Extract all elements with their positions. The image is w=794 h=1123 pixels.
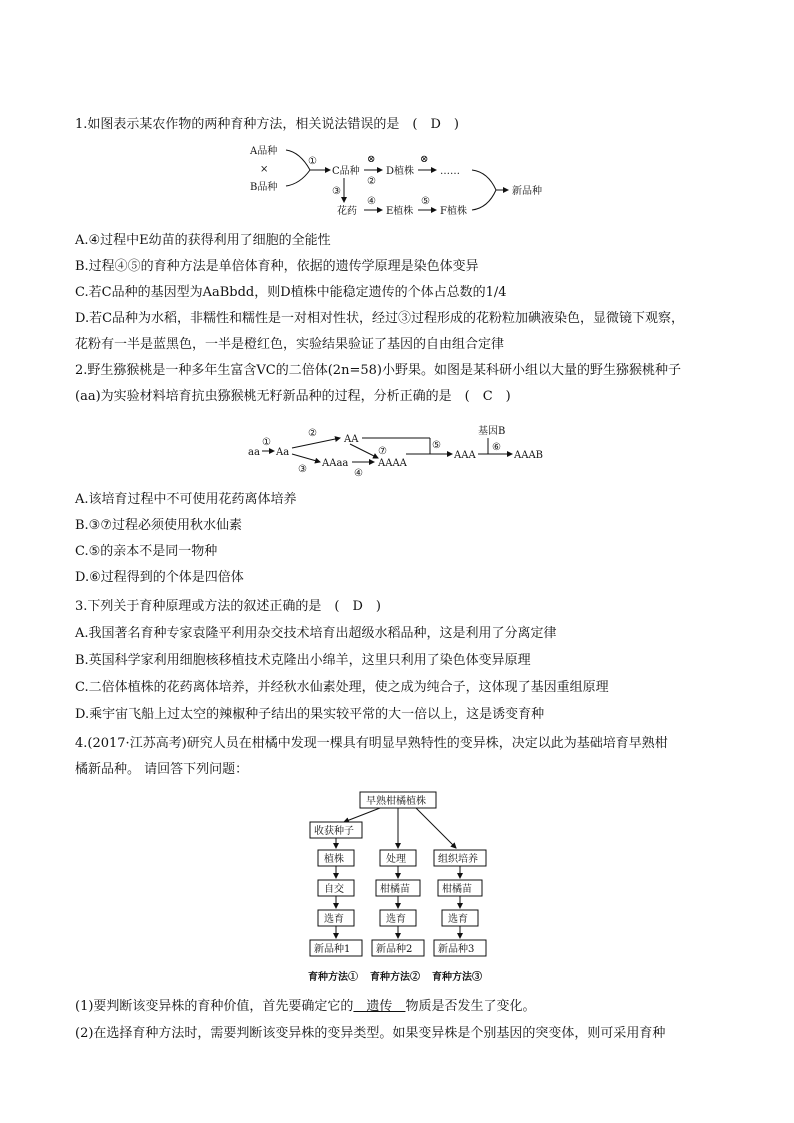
q2-AAA: AAA — [454, 450, 476, 461]
q4-col3-culture: 组织培养 — [438, 854, 478, 865]
q4-top-box: 早熟柑橘植株 — [366, 796, 426, 807]
q4-sub1 — [75, 998, 535, 1016]
q4-col1-harvest: 收获种子 — [314, 826, 354, 837]
q4-sub1-text-a: (1)要判断该变异株的育种价值，首先要确定它的 — [75, 999, 354, 1014]
q4-sub1-answer: 遗传 — [353, 999, 406, 1014]
q1-a-variety: A品种 — [250, 146, 278, 157]
q1-c-variety: C品种 — [332, 166, 360, 177]
q1-step4: ④ — [367, 196, 376, 207]
q1-self2: ⊗ — [420, 154, 429, 165]
q1-e-plant: E植株 — [386, 206, 414, 217]
q1-step5: ⑤ — [421, 196, 430, 207]
q4-sub1-text-b: 物质是否发生了变化。 — [405, 999, 536, 1014]
q4-col2-select: 选育 — [386, 914, 406, 925]
q1-self1: ⊗ — [367, 154, 376, 165]
q2-AAAB: AAAB — [514, 450, 544, 461]
q2-option-a: A.该培育过程中不可使用花药离体培养 — [75, 492, 297, 507]
q2-AAaa: AAaa — [322, 458, 349, 469]
q1-cross-sign: × — [260, 164, 269, 175]
q4-method-2: 育种方法② — [370, 972, 420, 983]
q1-option-d-cont: 花粉有一半是蓝黑色，一半是橙红色，实验结果验证了基因的自由组合定律 — [75, 337, 505, 352]
q1-new-variety: 新品种 — [512, 186, 542, 197]
q2-Aa: Aa — [276, 447, 290, 458]
q2-diagram — [240, 418, 560, 478]
q4-sub2: (2)在选择育种方法时，需要判断该变异株的变异类型。如果变异株是个别基因的突变体，则可采用育种 — [75, 1026, 666, 1041]
q4-stem-line2: 橘新品种。 请回答下列问题： — [75, 762, 249, 777]
q1-option-d: D.若C品种为水稻，非糯性和糯性是一对相对性状，经过③过程形成的花粉粒加碘液染色，显微镜下观察， — [75, 311, 685, 326]
q4-col3-seedling: 柑橘苗 — [442, 884, 472, 895]
q1-option-b: B.过程④⑤的育种方法是单倍体育种，依据的遗传学原理是染色体变异 — [75, 259, 479, 274]
q1-step1: ① — [308, 156, 317, 167]
q4-diagram — [300, 788, 510, 988]
q1-stem: 1.如图表示某农作物的两种育种方法，相关说法错误的是 ( D ) — [75, 117, 459, 132]
q1-b-variety: B品种 — [250, 182, 278, 193]
q4-method-3: 育种方法③ — [432, 972, 482, 983]
q4-col3-new: 新品种3 — [438, 944, 475, 955]
q3-option-a: A.我国著名育种专家袁隆平利用杂交技术培育出超级水稻品种，这是利用了分离定律 — [75, 626, 557, 641]
q2-step1: ① — [262, 437, 271, 448]
q4-method-1: 育种方法① — [308, 972, 358, 983]
q2-step3: ③ — [298, 464, 307, 475]
q1-option-c: C.若C品种的基因型为AaBbdd，则D植株中能稳定遗传的个体占总数的1/4 — [75, 285, 507, 300]
q2-step7: ⑦ — [378, 446, 387, 457]
q4-col1-new: 新品种1 — [314, 944, 351, 955]
q2-option-c: C.⑤的亲本不是同一物种 — [75, 544, 218, 559]
q2-AA: AA — [344, 434, 359, 445]
q2-gene-b: 基因B — [478, 426, 506, 437]
q2-step6: ⑥ — [492, 442, 501, 453]
q4-col2-new: 新品种2 — [376, 944, 413, 955]
q2-AAAA: AAAA — [378, 458, 407, 469]
q1-d-plant: D植株 — [386, 166, 415, 177]
q2-step4: ④ — [354, 468, 363, 478]
q4-col2-treat: 处理 — [386, 854, 406, 865]
q2-option-d: D.⑥过程得到的个体是四倍体 — [75, 570, 244, 585]
q4-col1-select: 选育 — [324, 914, 344, 925]
q1-option-a: A.④过程中E幼苗的获得利用了细胞的全能性 — [75, 233, 331, 248]
q3-option-d: D.乘宇宙飞船上过太空的辣椒种子结出的果实较平常的大一倍以上，这是诱变育种 — [75, 707, 545, 722]
q1-pollen: 花药 — [337, 206, 357, 217]
q3-option-b: B.英国科学家利用细胞核移植技术克隆出小绵羊，这里只利用了染色体变异原理 — [75, 653, 531, 668]
q2-stem-line2: (aa)为实验材料培育抗虫猕猴桃无籽新品种的过程，分析正确的是 ( C ) — [75, 389, 511, 404]
q1-dots: …… — [440, 166, 460, 177]
q2-option-b: B.③⑦过程必须使用秋水仙素 — [75, 518, 242, 533]
q2-step2: ② — [308, 428, 317, 439]
q4-col3-select: 选育 — [448, 914, 468, 925]
q3-option-c: C.二倍体植株的花药离体培养，并经秋水仙素处理，使之成为纯合子，这体现了基因重组原理 — [75, 680, 609, 695]
q4-stem-line1: 4.(2017·江苏高考)研究人员在柑橘中发现一棵具有明显早熟特性的变异株，决定以此为基础培育早熟柑 — [75, 736, 668, 751]
q2-step5: ⑤ — [432, 440, 441, 451]
q4-col1-plant: 植株 — [324, 854, 344, 865]
q1-step3: ③ — [332, 186, 341, 197]
q4-col1-selfing: 自交 — [324, 884, 344, 895]
q1-diagram — [240, 140, 560, 220]
q2-aa: aa — [248, 447, 260, 458]
q3-stem: 3.下列关于育种原理或方法的叙述正确的是 ( D ) — [75, 599, 381, 614]
q1-f-plant: F植株 — [440, 206, 467, 217]
q4-col2-seedling: 柑橘苗 — [380, 884, 410, 895]
q1-step2: ② — [367, 176, 376, 187]
q2-stem-line1: 2.野生猕猴桃是一种多年生富含VC的二倍体(2n=58)小野果。如图是某科研小组以大量的野生猕猴桃种子 — [75, 363, 681, 378]
